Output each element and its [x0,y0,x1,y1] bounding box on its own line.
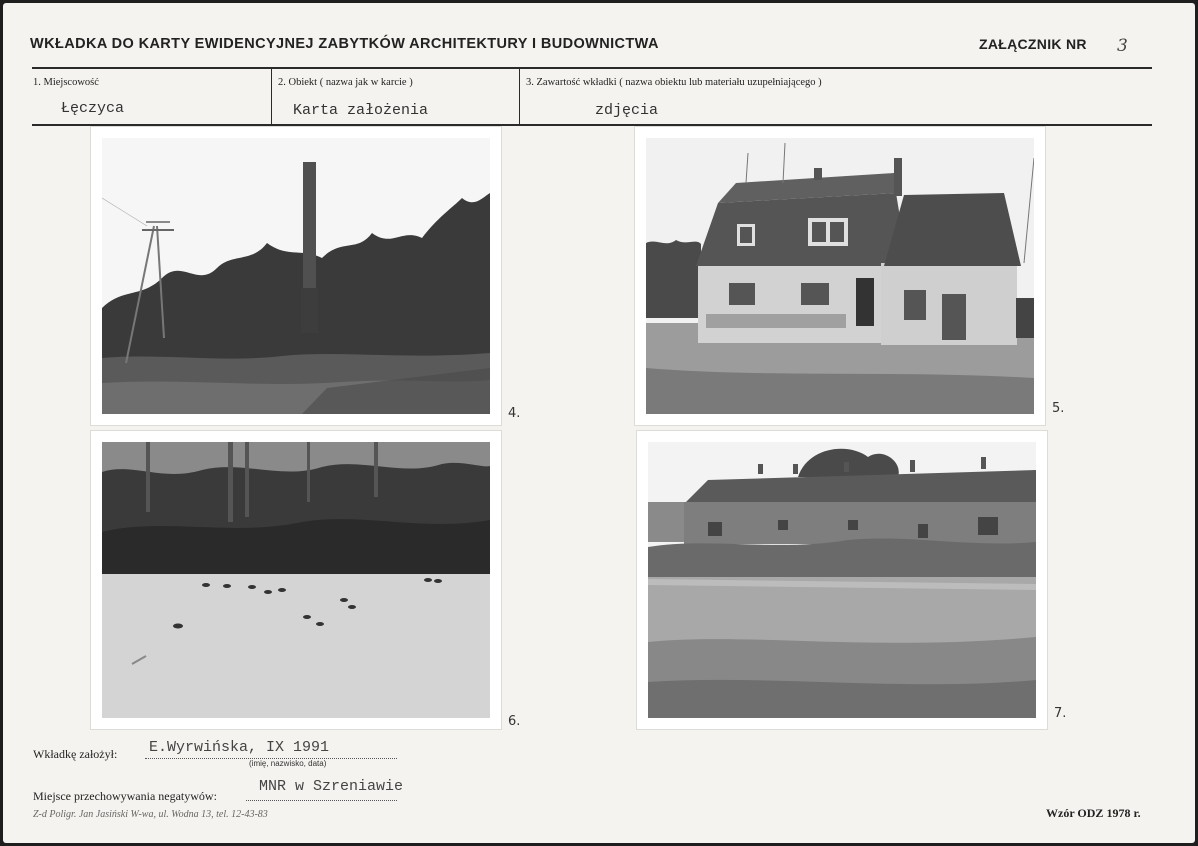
annex-label: ZAŁĄCZNIK NR [979,36,1087,52]
photo-house [635,127,1045,425]
photo-number: 7. [1054,706,1067,721]
printer-imprint: Z-d Poligr. Jan Jasiński W-wa, ul. Wodna 13, tel. 12-43-83 [33,809,268,820]
header-top-rule [32,67,1152,69]
photo-number: 6. [508,714,521,729]
annex-number: 3 [1117,36,1128,56]
document-sheet [3,3,1195,843]
field-divider [271,69,272,125]
photo-number: 5. [1052,401,1065,416]
field-label-locality: 1. Miejscowość [33,77,99,88]
photo-number: 4. [508,406,521,421]
photo-chimney [91,127,501,425]
created-by-value: E.Wyrwińska, IX 1991 [149,739,330,756]
photo-pond [91,431,501,729]
created-by-hint: (imię, nazwisko, data) [249,759,327,768]
field-label-content: 3. Zawartość wkładki ( nazwa obiektu lub materiału uzupełniającego ) [526,77,822,88]
document-title: WKŁADKA DO KARTY EWIDENCYJNEJ ZABYTKÓW ARCHITEKTURY I BUDOWNICTWA [30,36,659,52]
photo-chimney-image [102,138,490,414]
photo-farm-image [648,442,1036,718]
field-divider [519,69,520,125]
created-by-label: Wkładkę założył: [33,747,118,761]
field-value-content: zdjęcia [595,102,659,119]
storage-line [246,800,397,801]
photo-pond-image [102,442,490,718]
storage-value: MNR w Szreniawie [259,778,404,795]
photo-house-image [646,138,1034,414]
storage-label: Miejsce przechowywania negatywów: [33,789,217,803]
field-value-locality: Łęczyca [61,100,125,117]
field-label-object: 2. Obiekt ( nazwa jak w karcie ) [278,77,413,88]
field-value-object: Karta założenia [293,102,429,119]
form-pattern: Wzór ODZ 1978 r. [1046,806,1141,820]
header-bottom-rule [32,124,1152,126]
photo-farm [637,431,1047,729]
